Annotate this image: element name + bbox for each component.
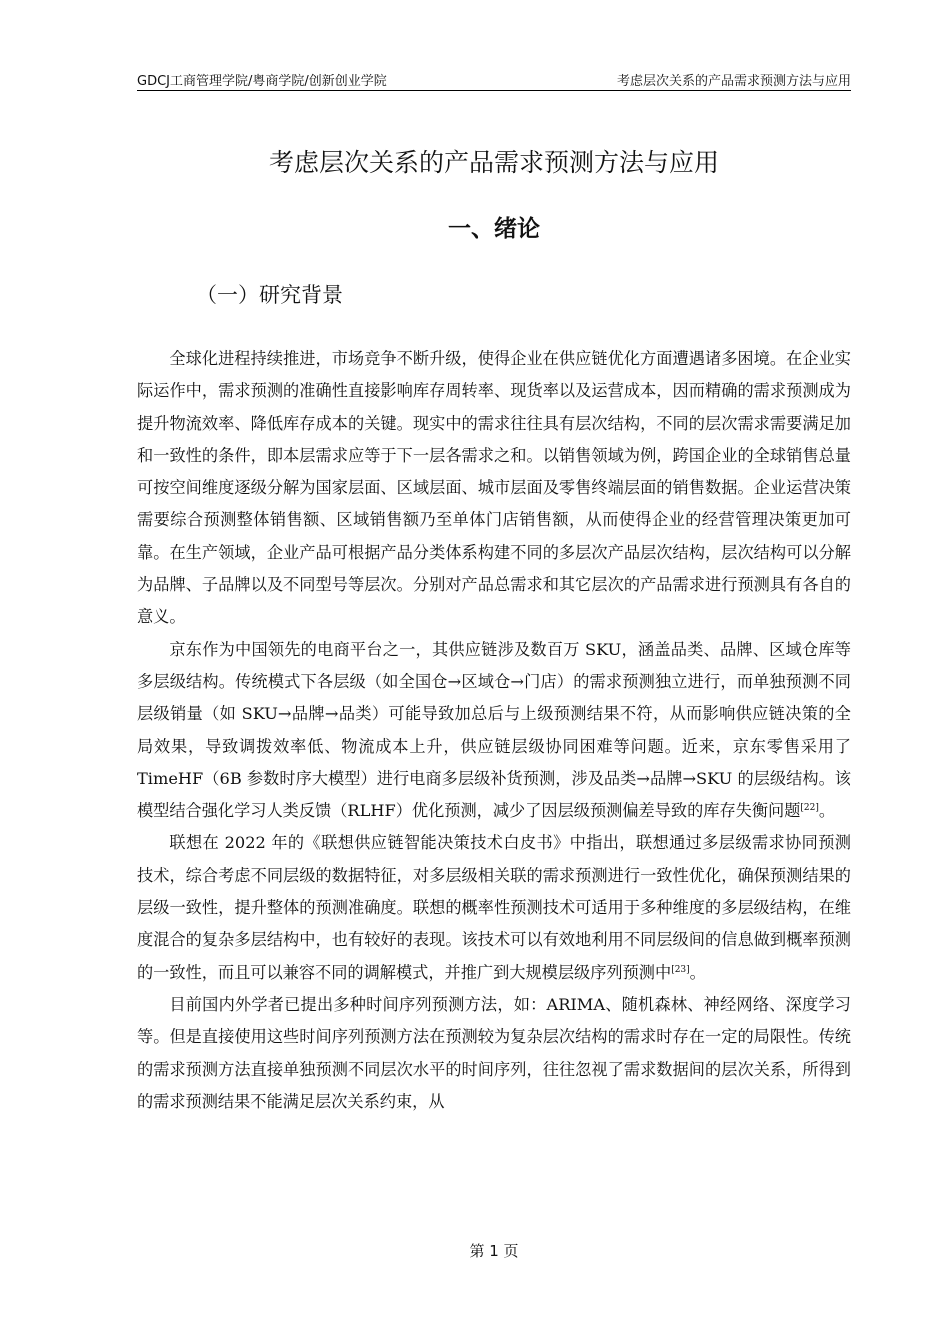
citation-ref: [22] — [800, 803, 819, 814]
paragraph-text: 目前国内外学者已提出多种时间序列预测方法，如：ARIMA、随机森林、神经网络、深度学习等。但是直接使用这些时间序列预测方法在预测较为复杂层次结构的需求时存在一定的局限性。传统的需求预测方法直接单独预测不同层次水平的时间序列，往往忽视了需求数据间的层次关系，所得到的需求预测结果不能满足层次关系约束，从 — [137, 994, 851, 1111]
body-text — [137, 343, 851, 1118]
header-paper-title: 考虑层次关系的产品需求预测方法与应用 — [616, 74, 851, 89]
paragraph-tail: 。 — [818, 801, 836, 821]
paragraph-text: 全球化进程持续推进，市场竞争不断升级，使得企业在供应链优化方面遭遇诸多困境。在企业实际运作中，需求预测的准确性直接影响库存周转率、现货率以及运营成本，因而精确的需求预测成为提升物流效率、降低库存成本的关键。现实中的需求往往具有层次结构，不同的层次需求需要满足加和一致性的条件，即本层需求应等于下一层各需求之和。以销售领域为例，跨国企业的全球销售总量可按空间维度逐级分解为国家层面、区域层面、城市层面及零售终端层面的销售数据。企业运营决策需要综合预测整体销售额、区域销售额乃至单体门店销售额，从而使得企业的经营管理决策更加可靠。在生产领域，企业产品可根据产品分类体系构建不同的多层次产品层次结构，层次结构可以分解为品牌、子品牌以及不同型号等层次。分别对产品总需求和其它层次的产品需求进行预测具有各自的意义。 — [137, 349, 851, 627]
paragraph — [137, 343, 851, 634]
page-number: 第 1 页 — [469, 1242, 519, 1260]
paragraph-tail: 。 — [689, 962, 706, 982]
paragraph — [137, 989, 851, 1118]
paragraph-text: 联想在 2022 年的《联想供应链智能决策技术白皮书》中指出，联想通过多层级需求协同预测技术，综合考虑不同层级的数据特征，对多层级相关联的需求预测进行一致性优化，确保预测结果的层级一致性，提升整体的预测准确度。联想的概率性预测技术可适用于多种维度的多层级结构，在维度混合的复杂多层结构中，也有较好的表现。该技术可以有效地利用不同层级间的信息做到概率预测的一致性，而且可以兼容不同的调解模式，并推广到大规模层级序列预测中 — [137, 833, 851, 982]
paragraph — [137, 634, 851, 828]
section-heading: 一、绪论 — [448, 216, 540, 242]
paragraph — [137, 827, 851, 988]
document-title: 考虑层次关系的产品需求预测方法与应用 — [268, 148, 719, 177]
subsection-heading: （一）研究背景 — [196, 283, 343, 307]
citation-ref: [23] — [671, 964, 690, 975]
running-header — [137, 68, 851, 91]
paragraph-text: 京东作为中国领先的电商平台之一，其供应链涉及数百万 SKU，涵盖品类、品牌、区域仓库等多层级结构。传统模式下各层级（如全国仓→区域仓→门店）的需求预测独立进行，而单独预测不同层级销量（如 SKU→品牌→品类）可能导致加总后与上级预测结果不符，从而影响供应链决策的全局效果，导致调拨效率低、物流成本上升，供应链层级协同困难等问题。近来，京东零售采用了 TimeHF（6B 参数时序大模型）进行电商多层级补货预测，涉及品类→品牌→SKU 的层级结构。该模型结合强化学习人类反馈（RLHF）优化预测，减少了因层级预测偏差导致的库存失衡问题 — [137, 639, 851, 821]
header-institution: GDCJ工商管理学院/粤商学院/创新创业学院 — [137, 74, 387, 89]
